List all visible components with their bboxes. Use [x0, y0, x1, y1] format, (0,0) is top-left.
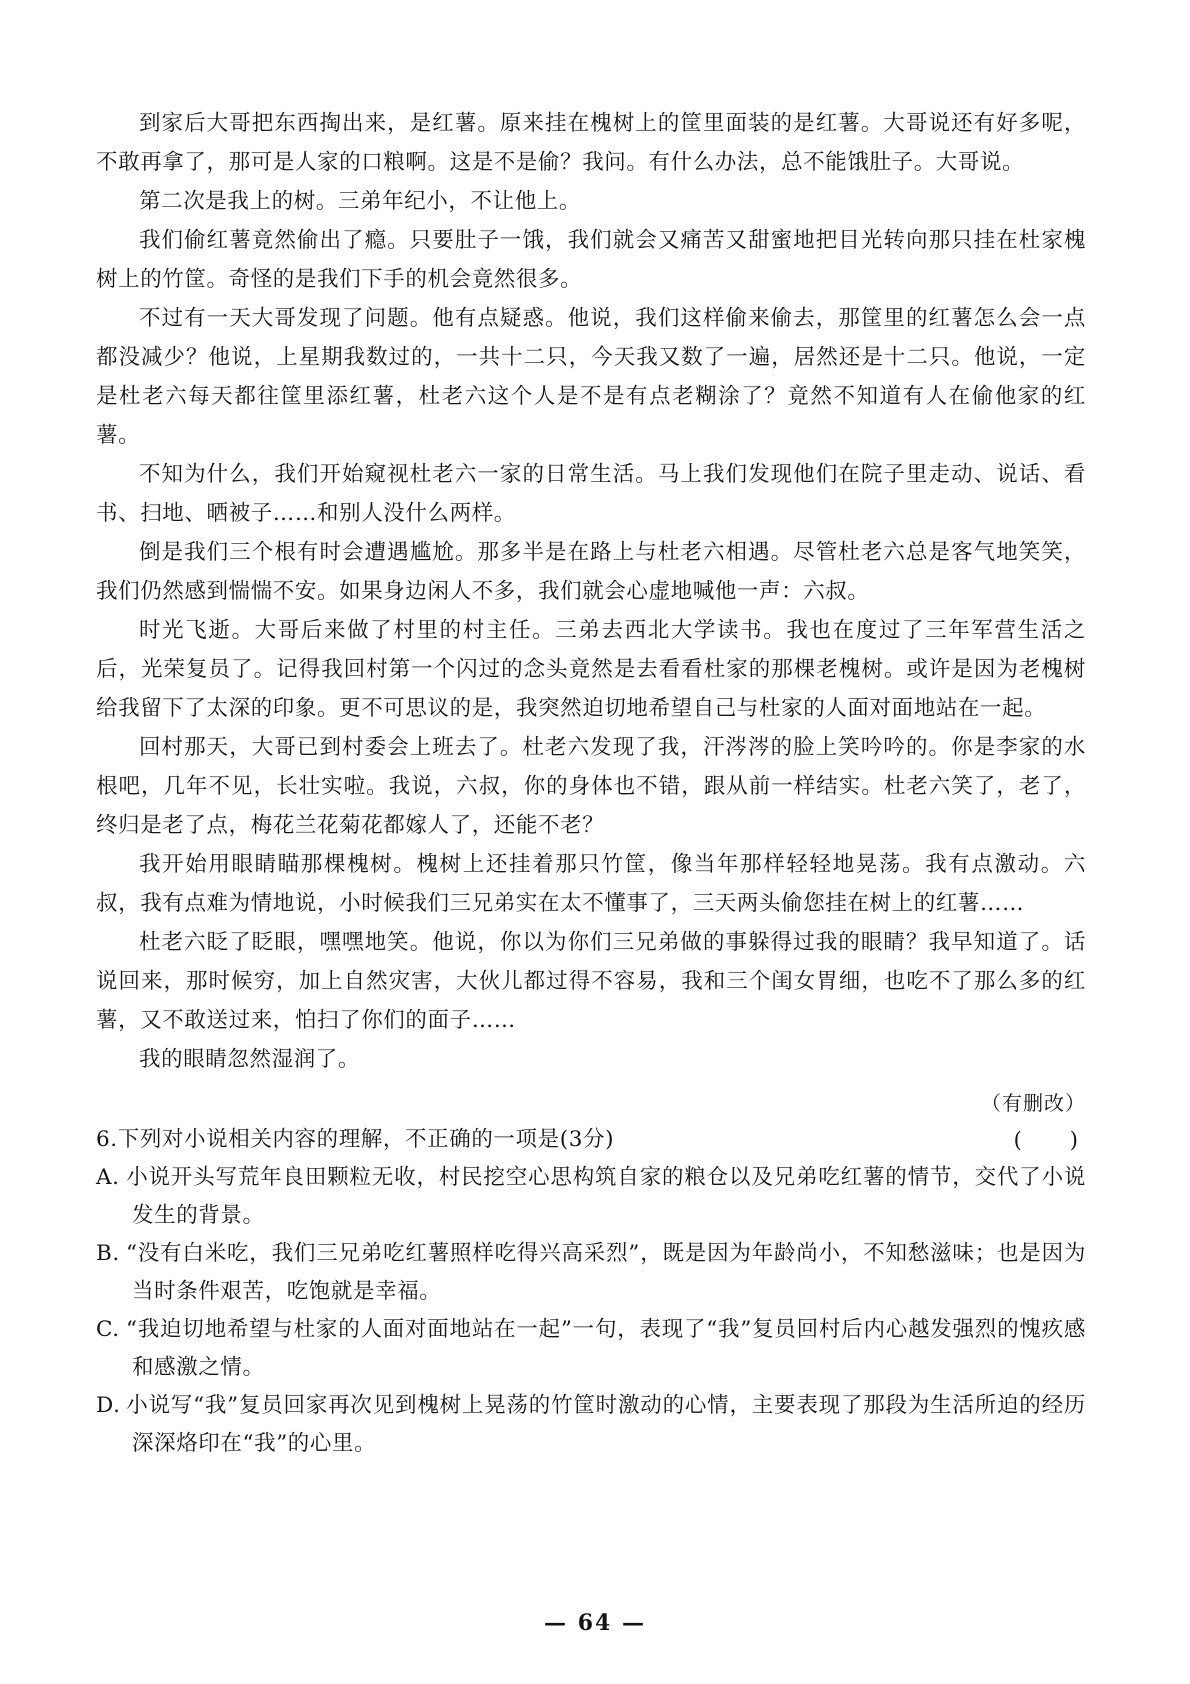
option-letter: D.: [96, 1393, 121, 1418]
passage-paragraph-5: 不知为什么，我们开始窥视杜老六一家的日常生活。马上我们发现他们在院子里走动、说话、看书、扫地、晒被子……和别人没什么两样。: [96, 462, 1086, 526]
passage-paragraph-7: 时光飞逝。大哥后来做了村里的村主任。三弟去西北大学读书。我也在度过了三年军营生活之后，光荣复员了。记得我回村第一个闪过的念头竟然是去看看杜家的那棵老槐树。或许是因为老槐树给我留下了太深的印象。更不可思议的是，我突然迫切地希望自己与杜家的人面对面地站在一起。: [96, 618, 1086, 721]
passage-paragraph-4: 不过有一天大哥发现了问题。他有点疑惑。他说，我们这样偷来偷去，那筐里的红薯怎么会一点都没减少？他说，上星期我数过的，一共十二只，今天我又数了一遍，居然还是十二只。他说，一定是杜老六每天都往筐里添红薯，杜老六这个人是不是有点老糊涂了？竟然不知道有人在偷他家的红薯。: [96, 306, 1086, 448]
passage-paragraph-2: 第二次是我上的树。三弟年纪小，不让他上。: [139, 189, 582, 214]
option-text: 小说开头写荒年良田颗粒无收，村民挖空心思构筑自家的粮仓以及兄弟吃红薯的情节，交代了小说发生的背景。: [126, 1165, 1086, 1228]
passage-and-question: [96, 104, 1086, 1463]
passage-paragraph-11: 我的眼睛忽然湿润了。: [139, 1047, 361, 1072]
passage-paragraph-8: 回村那天，大哥已到村委会上班去了。杜老六发现了我，汗涔涔的脸上笑吟吟的。你是李家的水根吧，几年不见，长壮实啦。我说，六叔，你的身体也不错，跟从前一样结实。杜老六笑了，老了，终归是老了点，梅花兰花菊花都嫁人了，还能不老？: [96, 735, 1086, 838]
question-stem-text: 6.下列对小说相关内容的理解，不正确的一项是(3分): [96, 1127, 615, 1152]
source-note: （有删改）: [981, 1091, 1086, 1115]
option-b[interactable]: [96, 1235, 1086, 1311]
passage-paragraph-3: 我们偷红薯竟然偷出了瘾。只要肚子一饿，我们就会又痛苦又甜蜜地把目光转向那只挂在杜家槐树上的竹筐。奇怪的是我们下手的机会竟然很多。: [96, 228, 1086, 292]
option-letter: C.: [96, 1317, 120, 1342]
option-text: 小说写“我”复员回家再次见到槐树上晃荡的竹筐时激动的心情，主要表现了那段为生活所迫的经历深深烙印在“我”的心里。: [126, 1393, 1086, 1456]
passage-paragraph-9: 我开始用眼睛瞄那棵槐树。槐树上还挂着那只竹筐，像当年那样轻轻地晃荡。我有点激动。六叔，我有点难为情地说，小时候我们三兄弟实在太不懂事了，三天两头偷您挂在树上的红薯……: [96, 852, 1086, 916]
option-d[interactable]: [96, 1387, 1086, 1463]
answer-blank[interactable]: ( ): [1013, 1128, 1080, 1152]
option-a[interactable]: [96, 1159, 1086, 1235]
option-text: “没有白米吃，我们三兄弟吃红薯照样吃得兴高采烈”，既是因为年龄尚小，不知愁滋味；也是因为当时条件艰苦，吃饱就是幸福。: [126, 1241, 1086, 1304]
passage-paragraph-1: 到家后大哥把东西掏出来，是红薯。原来挂在槐树上的筐里面装的是红薯。大哥说还有好多呢，不敢再拿了，那可是人家的口粮啊。这是不是偷？我问。有什么办法，总不能饿肚子。大哥说。: [96, 111, 1086, 175]
passage-paragraph-6: 倒是我们三个根有时会遭遇尴尬。那多半是在路上与杜老六相遇。尽管杜老六总是客气地笑笑，我们仍然感到惴惴不安。如果身边闲人不多，我们就会心虚地喊他一声：六叔。: [96, 540, 1086, 604]
option-letter: A.: [96, 1165, 120, 1190]
page-number: — 64 —: [544, 1610, 646, 1636]
passage-paragraph-10: 杜老六眨了眨眼，嘿嘿地笑。他说，你以为你们三兄弟做的事躲得过我的眼睛？我早知道了。话说回来，那时候穷，加上自然灾害，大伙儿都过得不容易，我和三个闺女胃细，也吃不了那么多的红薯，又不敢送过来，怕扫了你们的面子……: [96, 930, 1086, 1033]
option-text: “我迫切地希望与杜家的人面对面地站在一起”一句，表现了“我”复员回村后内心越发强烈的愧疚感和感激之情。: [126, 1317, 1086, 1380]
option-letter: B.: [96, 1241, 120, 1266]
option-c[interactable]: [96, 1311, 1086, 1387]
question-stem: [96, 1121, 1086, 1159]
